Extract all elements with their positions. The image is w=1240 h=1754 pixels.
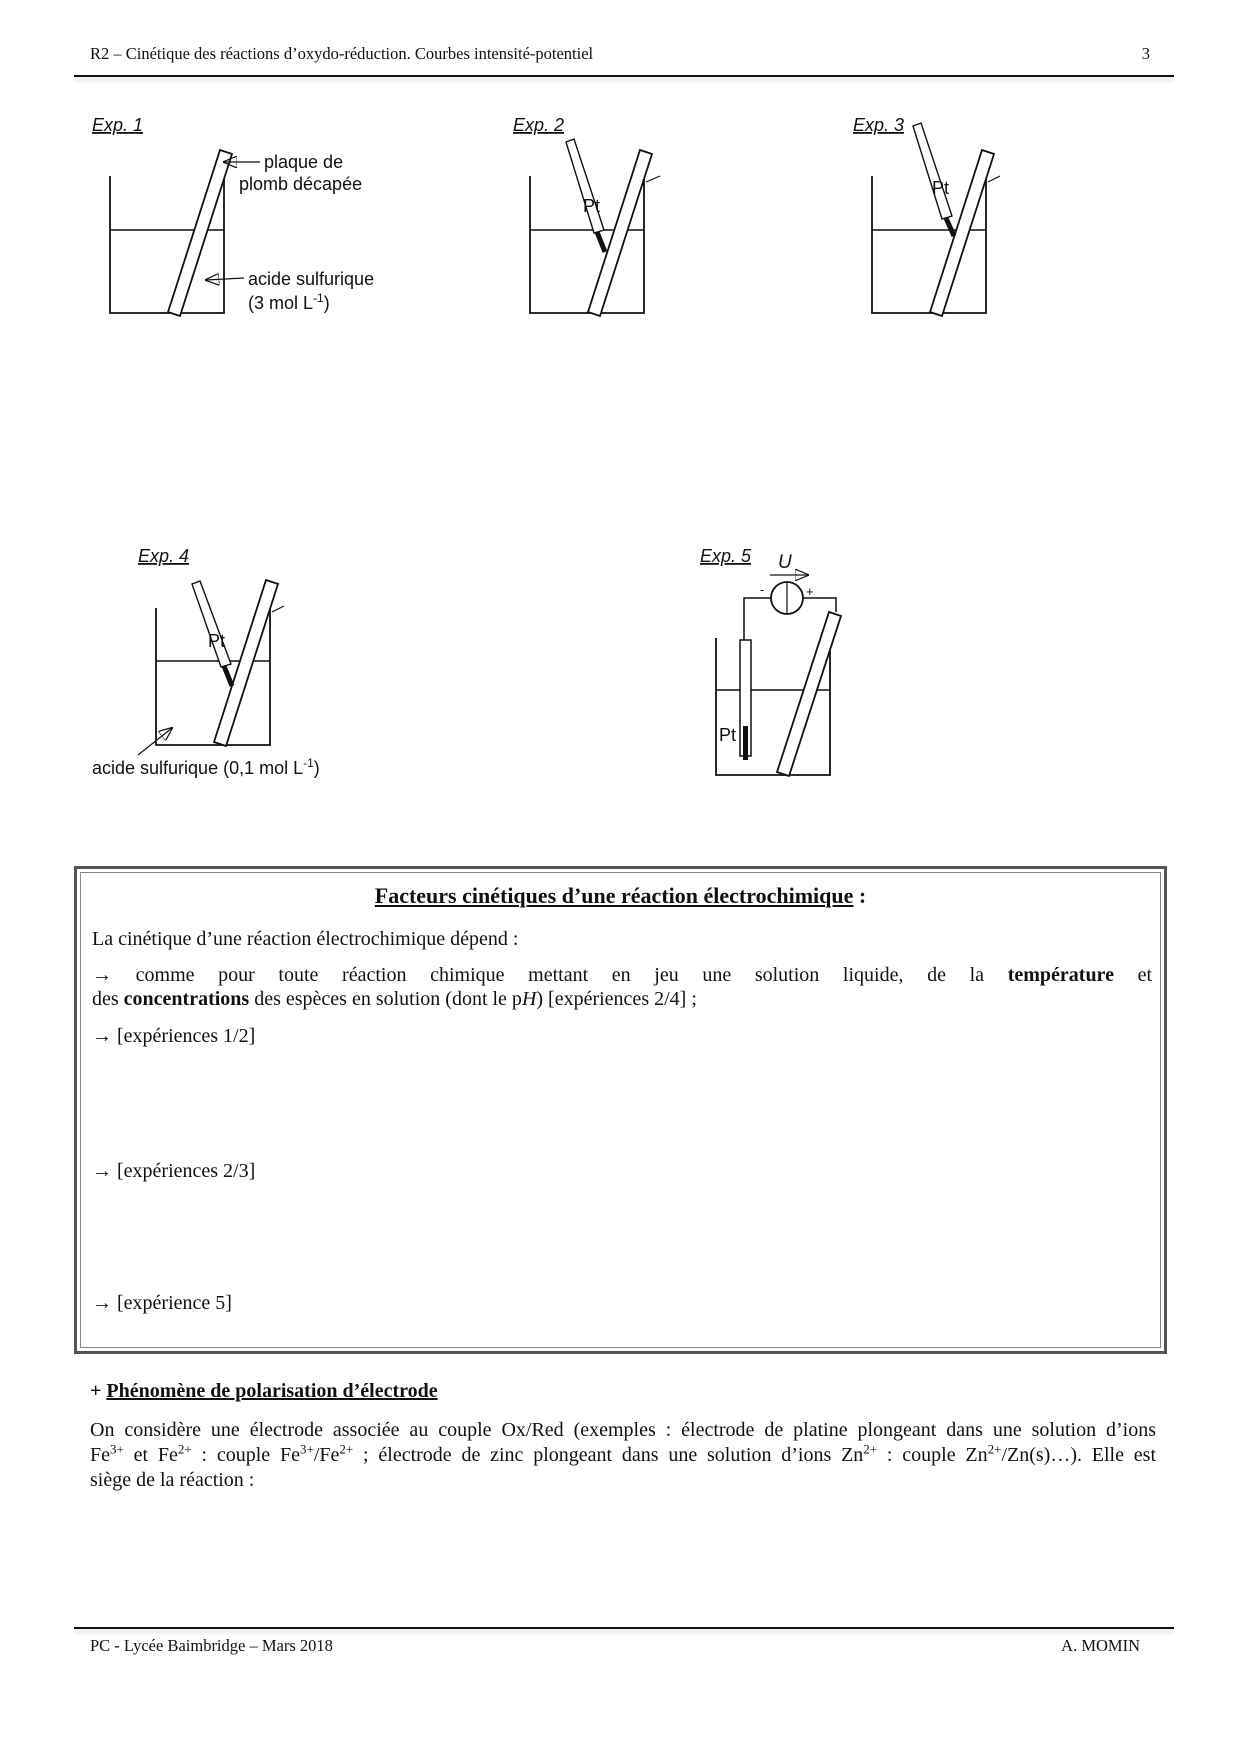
section-title xyxy=(90,1380,438,1403)
fe-1: Fe xyxy=(90,1444,110,1466)
section-text-5: : couple xyxy=(877,1444,966,1466)
exp5-voltage-label: U xyxy=(778,552,792,573)
box-point-3 xyxy=(92,1159,1152,1184)
zn-1: Zn xyxy=(841,1444,864,1466)
section-plus: + xyxy=(90,1380,107,1402)
box-point-1-temperature: température xyxy=(1007,964,1114,986)
exp3-pt-wire xyxy=(946,218,954,236)
box-point-3-text: [expériences 2/3] xyxy=(117,1160,256,1182)
box-point-1-concentrations: concentrations xyxy=(123,988,250,1010)
exp5-beaker xyxy=(716,638,830,775)
exp5-pt-label: Pt xyxy=(719,725,737,745)
box-point-1-text-c: des xyxy=(92,988,119,1010)
box-point-1-line-2 xyxy=(92,987,1152,1012)
fe-4: Fe xyxy=(319,1444,340,1466)
box-point-2 xyxy=(92,1024,1152,1049)
section-text-1: On considère une électrode associée au couple Ox/Red (exemples : électrode de platine plongeant dans une solution d’ions xyxy=(90,1419,1156,1441)
exp1-label: Exp. 1 xyxy=(92,115,144,135)
sup-3-2: 3+ xyxy=(299,1441,314,1457)
experiments-figure xyxy=(0,0,1240,820)
exp2-pt-electrode xyxy=(566,139,604,233)
exp2-diagram xyxy=(513,115,660,316)
box-title-suffix: : xyxy=(853,883,867,908)
exp3-lead-plate xyxy=(930,150,994,316)
sup-3-1: 3+ xyxy=(110,1441,124,1457)
exp4-pt-label: Pt xyxy=(208,631,226,651)
sup-2-3: 2+ xyxy=(863,1441,878,1457)
exp3-label: Exp. 3 xyxy=(853,115,905,135)
exp5-wire-left xyxy=(744,598,771,640)
box-point-4-text: [expérience 5] xyxy=(117,1292,232,1314)
footer-rule xyxy=(74,1627,1174,1629)
page-footer xyxy=(90,1636,1140,1656)
exp4-acid-label: acide sulfurique (0,1 mol $L^{-1}$) xyxy=(92,756,320,778)
exp2-label: Exp. 2 xyxy=(513,115,565,135)
section-line-2 xyxy=(90,1443,1156,1468)
exp1-diagram xyxy=(92,115,374,316)
box-title-text: Facteurs cinétiques d’une réaction électrochimique xyxy=(374,883,854,908)
section-line-1 xyxy=(90,1418,1156,1443)
exp4-diagram xyxy=(92,546,320,778)
exp4-acid-arrow xyxy=(138,728,172,755)
exp4-pt-wire xyxy=(224,666,232,686)
arrow-icon: → xyxy=(92,1292,112,1314)
exp4-label: Exp. 4 xyxy=(138,546,190,566)
page-number: 3 xyxy=(1141,44,1150,63)
exp1-lead-plate xyxy=(168,150,232,316)
exp3-pt-label: Pt xyxy=(932,178,950,198)
exp4-pt-electrode xyxy=(192,581,231,667)
header-title: R2 – Cinétique des réactions d’oxydo-réduction. Courbes intensité-potentiel xyxy=(90,44,594,63)
box-point-2-text: [expériences 1/2] xyxy=(117,1025,256,1047)
exp5-label: Exp. 5 xyxy=(700,546,752,566)
exp5-wire-right xyxy=(803,598,836,612)
exp2-pt-wire xyxy=(597,232,605,252)
box-intro: La cinétique d’une réaction électrochimique dépend : xyxy=(92,928,519,950)
exp2-pt-label: Pt xyxy=(583,196,601,216)
section-body xyxy=(90,1418,1156,1493)
sup-2-1: 2+ xyxy=(177,1441,192,1457)
box-point-1-text-d: des espèces en solution (dont le p xyxy=(254,988,522,1010)
footer-left: PC - Lycée Baimbridge – Mars 2018 xyxy=(90,1636,333,1655)
exp3-diagram xyxy=(853,115,1000,316)
section-text-2: et xyxy=(123,1444,158,1466)
exp5-plus-sign: + xyxy=(806,584,814,599)
zn-2: Zn xyxy=(965,1444,988,1466)
exp1-plate-label-1: plaque de xyxy=(264,152,344,172)
exp5-lead-plate xyxy=(777,612,841,776)
exp1-acid-concentration: (3 mol $L^{-1}$) xyxy=(248,291,330,313)
box-point-1-line-1 xyxy=(92,963,1152,988)
exp5-minus-sign: - xyxy=(760,582,765,597)
footer-right: A. MOMIN xyxy=(1061,1636,1140,1655)
box-point-1-text-a: comme pour toute réaction chimique mettant en jeu une solution liquide, de la xyxy=(135,964,985,986)
kinetic-factors-box xyxy=(74,866,1167,1354)
box-point-1-text-b: et xyxy=(1137,964,1153,986)
exp3-plate-tick xyxy=(988,176,1000,182)
arrow-icon: → xyxy=(92,1025,112,1047)
arrow-icon: → xyxy=(92,964,112,986)
exp1-plate-label-2: plomb décapée xyxy=(239,174,363,194)
section-text-3: : couple xyxy=(191,1444,280,1466)
section-text-6: /Zn(s)…). Elle est xyxy=(1001,1444,1157,1466)
sup-2-2: 2+ xyxy=(339,1441,354,1457)
section-line-3 xyxy=(90,1468,1156,1493)
exp1-acid-label: acide sulfurique xyxy=(248,269,375,289)
exp2-plate-tick xyxy=(646,176,660,182)
slash: / xyxy=(313,1444,320,1466)
section-text-7: siège de la réaction : xyxy=(90,1469,255,1491)
exp5-diagram xyxy=(700,546,841,776)
exp4-plate-tick xyxy=(272,606,284,612)
section-text-4: ; électrode de zinc plongeant dans une solution d’ions xyxy=(353,1444,842,1466)
sup-2-4: 2+ xyxy=(987,1441,1002,1457)
exp1-acid-arrow xyxy=(206,278,244,280)
fe-3: Fe xyxy=(279,1444,300,1466)
arrow-icon: → xyxy=(92,1160,112,1182)
exp3-pt-electrode xyxy=(913,123,952,219)
fe-2: Fe xyxy=(157,1444,178,1466)
box-point-1-h: H xyxy=(521,988,537,1010)
section-title-text: Phénomène de polarisation d’électrode xyxy=(106,1380,438,1402)
box-point-4 xyxy=(92,1291,1152,1316)
box-title xyxy=(77,883,1164,909)
box-point-1-text-e: ) [expériences 2/4] ; xyxy=(536,988,697,1010)
